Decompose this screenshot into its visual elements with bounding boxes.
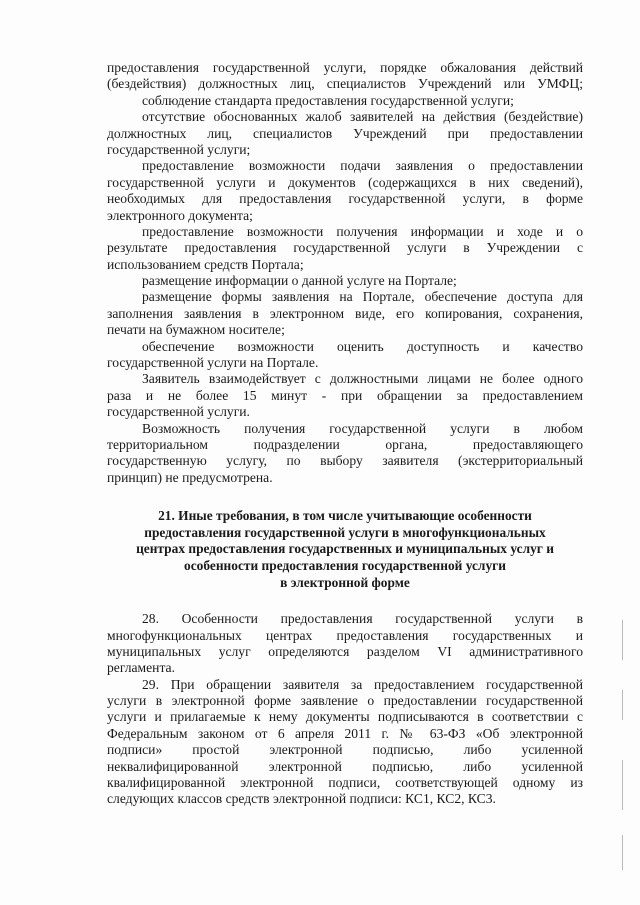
text-line: следующих классов средств электронной подписи: КС1, КС2, КС3. — [107, 791, 496, 807]
text-line: государственную услугу, по выбору заявителя (экстерриториальный — [107, 453, 583, 469]
text-line: (бездействия) должностных лиц, специалистов Учреждений или УМФЦ; — [107, 76, 583, 92]
text-line: размещение формы заявления на Портале, обеспечение доступа для — [142, 289, 583, 305]
text-line: государственной услуги. — [107, 404, 250, 420]
heading-line: в электронной форме — [280, 574, 410, 590]
section-paragraphs — [107, 611, 583, 808]
text-line: услуги в электронной форме заявление о предоставлении государственной — [107, 693, 583, 709]
text-line: квалифицированной электронной подписи, соответствующей одному из — [107, 775, 583, 791]
text-line: заполнения заявления в электронном виде, его копирования, сохранения, — [107, 305, 583, 321]
text-line: предоставление возможности подачи заявления о предоставлении — [142, 158, 583, 174]
text-line: Возможность получения государственной услуги в любом — [142, 420, 583, 436]
text-line: территориальном подразделении органа, предоставляющего — [107, 436, 583, 452]
text-line: Заявитель взаимодействует с должностными лицами не более одного — [142, 371, 583, 387]
text-line: электронного документа; — [107, 207, 253, 223]
text-line: соблюдение стандарта предоставления государственной услуги; — [142, 92, 514, 108]
heading-line: предоставления государственной услуги в многофункциональных — [144, 524, 546, 540]
text-line: должностных лиц, специалистов Учреждений при предоставлении — [107, 125, 583, 141]
heading-line: 21. Иные требования, в том числе учитывающие особенности — [158, 508, 532, 524]
text-line: Федеральным законом от 6 апреля 2011 г. № 63-ФЗ «Об электронной — [107, 725, 583, 741]
text-line: государственной услуги на Портале. — [107, 355, 319, 371]
text-line: предоставление возможности получения информации и ходе и о — [142, 223, 583, 239]
section-heading — [107, 508, 583, 591]
heading-line: особенности предоставления государственной услуги — [184, 557, 506, 573]
text-line: 28. Особенности предоставления государственной услуги в — [142, 611, 583, 627]
text-line: услуги и прилагаемые к нему документы подписываются в соответствии с — [107, 709, 583, 725]
text-line: обеспечение возможности оценить доступность и качество — [142, 338, 583, 354]
text-line: результате предоставления государственной услуги в Учреждении с — [107, 240, 583, 256]
text-line: подписи» простой электронной подписью, либо усиленной — [107, 742, 583, 758]
document-body — [107, 60, 583, 808]
text-line: размещение информации о данной услуге на Портале; — [142, 273, 457, 289]
text-line: многофункциональных центрах предоставления государственных и — [107, 627, 583, 643]
text-line: необходимых для предоставления государственной услуги, в форме — [107, 191, 583, 207]
text-line: предоставления государственной услуги, порядке обжалования действий — [107, 60, 583, 75]
text-line: отсутствие обоснованных жалоб заявителей на действия (бездействие) — [142, 109, 583, 125]
text-line: печати на бумажном носителе; — [107, 322, 285, 338]
text-line: государственной услуги; — [107, 141, 251, 157]
text-line: муниципальных услуг определяются разделом VI административного — [107, 643, 583, 659]
text-line: регламента. — [107, 660, 175, 676]
requirements-list — [107, 60, 583, 486]
text-line: неквалифицированной электронной подписью, либо усиленной — [107, 758, 583, 774]
text-line: 29. При обращении заявителя за предоставлением государственной — [142, 676, 583, 692]
text-line: принцип) не предусмотрена. — [107, 469, 273, 485]
text-line: использованием средств Портала; — [107, 256, 304, 272]
text-line: раза и не более 15 минут - при обращении за предоставлением — [107, 387, 583, 403]
heading-line: центрах предоставления государственных и муниципальных услуг и — [136, 541, 554, 557]
text-line: государственной услуги и документов (содержащихся в них сведений), — [107, 174, 583, 190]
scan-margin-marks — [622, 620, 624, 880]
